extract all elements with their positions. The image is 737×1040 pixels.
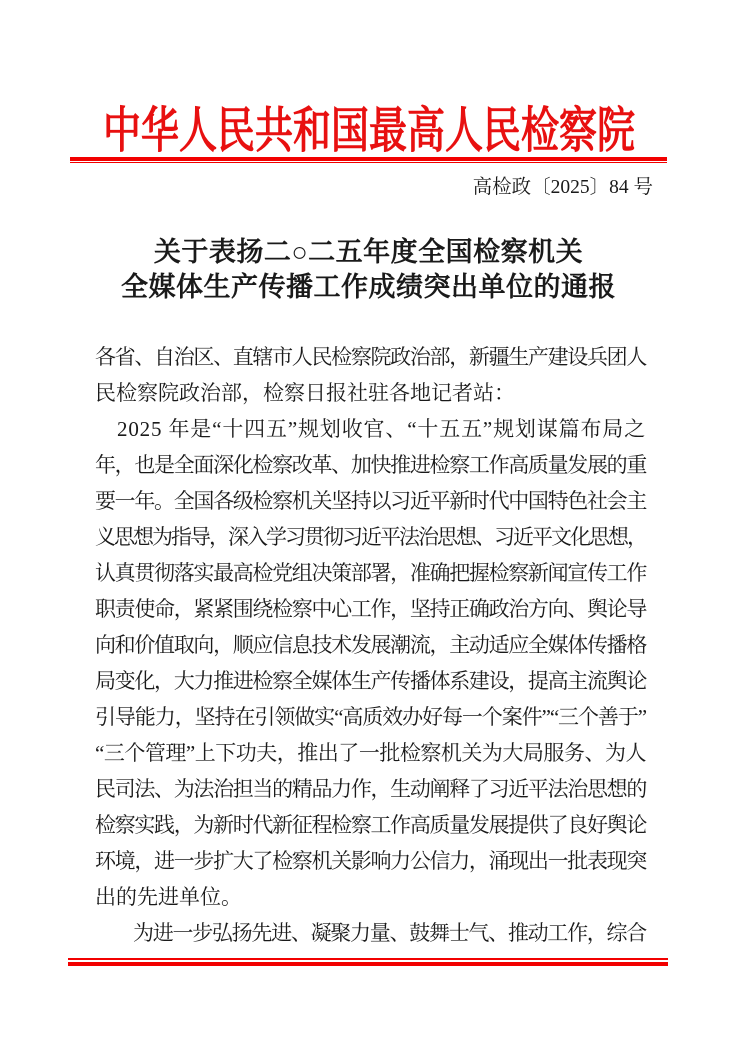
body-line: 局变化，大力推进检察全媒体生产传播体系建设，提高主流舆论	[95, 669, 646, 693]
body-line: “三个管理”上下功夫，推出了一批检察机关为大局服务、为人	[95, 741, 646, 765]
body-line: 要一年。全国各级检察机关坚持以习近平新时代中国特色社会主	[95, 489, 646, 513]
body-line: 出的先进单位。	[95, 885, 242, 909]
body-line: 引导能力，坚持在引领做实“高质效办好每一个案件”“三个善于”	[95, 705, 646, 729]
body-line: 2025 年是“十四五”规划收官、“十五五”规划谋篇布局之	[117, 417, 646, 441]
org-name: 中华人民共和国最高人民检察院	[102, 102, 635, 158]
body-line: 各省、自治区、直辖市人民检察院政治部，新疆生产建设兵团人	[95, 345, 646, 369]
body-line: 义思想为指导，深入学习贯彻习近平法治思想、习近平文化思想，	[95, 525, 646, 549]
body-line: 民检察院政治部，检察日报社驻各地记者站：	[95, 381, 515, 405]
document-number: 高检政〔2025〕84 号	[472, 177, 653, 198]
body-line: 为进一步弘扬先进、凝聚力量、鼓舞士气、推动工作，综合	[133, 921, 646, 945]
footer-red-rule	[68, 958, 668, 966]
document-title-line-2: 全媒体生产传播工作成绩突出单位的通报	[121, 272, 616, 302]
body-line: 环境，进一步扩大了检察机关影响力公信力，涌现出一批表现突	[95, 849, 646, 873]
document-title	[0, 235, 737, 305]
body-line: 向和价值取向，顺应信息技术发展潮流，主动适应全媒体传播格	[95, 633, 646, 657]
body-line: 职责使命，紧紧围绕检察中心工作，坚持正确政治方向、舆论导	[95, 597, 646, 621]
letterhead	[0, 92, 737, 158]
letterhead-red-rule	[70, 157, 667, 163]
body-line: 民司法、为法治担当的精品力作，生动阐释了习近平法治思想的	[95, 777, 646, 801]
body-line: 年，也是全面深化检察改革、加快推进检察工作高质量发展的重	[95, 453, 646, 477]
body-line: 检察实践，为新时代新征程检察工作高质量发展提供了良好舆论	[95, 813, 646, 837]
document-title-line-1: 关于表扬二○二五年度全国检察机关	[153, 237, 584, 267]
body-line: 认真贯彻落实最高检党组决策部署，准确把握检察新闻宣传工作	[95, 561, 646, 585]
document-body	[95, 339, 646, 951]
